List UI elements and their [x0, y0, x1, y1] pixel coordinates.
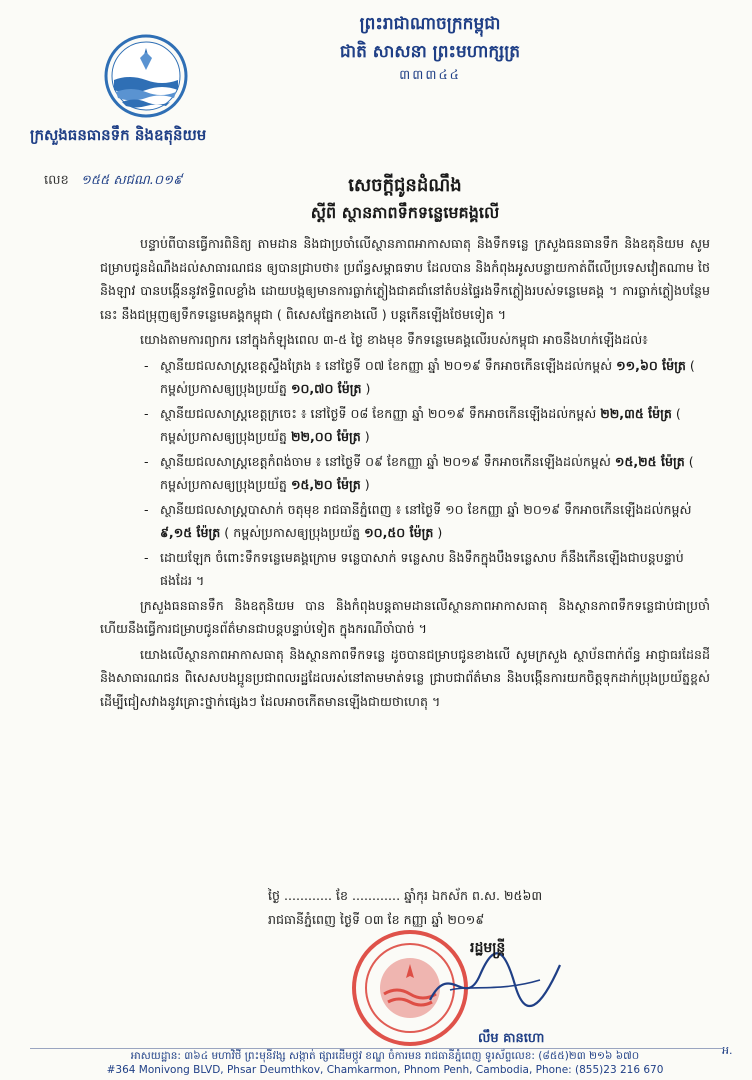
- list-item: - ស្ថានីយជលសាស្ត្របាសាក់ ចតុមុខ រាជធានីភ្នំពេញ ៖ នៅថ្ងៃទី ១០ ខែកញ្ញា ឆ្នាំ ២០១៩ ទឹកអាចកើនឡើងដល់កម្ពស់ ៩,១៥ ម៉ែត្រ ( កម្ពស់ប្រកាសឲ្យប្រុងប្រយ័ត្ន ១០,៥០ ម៉ែត្រ ): [160, 498, 710, 545]
- paragraph-4: យោងលើស្ថានភាពអាកាសធាតុ និងស្ថានភាពទឹកទន្លេ ដូចបានជម្រាបជូនខាងលើ សូមក្រសួង ស្ថាប័នពាក់ព័ន្ធ អាជ្ញាធរដែនដី និងសាធារណជន ពិសេសបងប្អូនប្រជាពលរដ្ឋដែលរស់នៅតាមមាត់ទន្លេ ជ្រាបជាព័ត៌មាន និងបង្កើនការយកចិត្តទុកដាក់ប្រុងប្រយ័ត្នខ្ពស់ ដើម្បីជៀសវាងនូវគ្រោះថ្នាក់ផ្សេងៗ ដែលអាចកើតមានឡើងជាយថាហេតុ ។: [100, 646, 710, 709]
- footer-address-khmer: អាសយដ្ឋាន: ៣៦៤ មហាវិថី ព្រះមុនីវង្ស សង្កាត់ ផ្សារដើមថ្កូវ ខណ្ឌ ចំការមន រាជធានីភ្នំពេញ ទូរស័ព្ទលេខ: (៨៥៥)២៣ ២១៦ ៦៧០: [130, 1050, 640, 1062]
- alert-level: ១៥,២០ ម៉ែត្រ: [290, 477, 361, 492]
- kingdom-title: ព្រះរាជាណាចក្រកម្ពុជា: [359, 14, 501, 34]
- reference-value: ១៥៥ សជណ.០១៩: [80, 173, 183, 188]
- reference-label: លេខ: [44, 173, 69, 188]
- forecast-level: ២២,៣៥ ម៉ែត្រ: [600, 405, 672, 421]
- solar-date: រាជធានីភ្នំពេញ ថ្ងៃទី ០៣ ខែ កញ្ញា ឆ្នាំ ២០១៩: [268, 912, 485, 927]
- forecast-level: ១៥,២៥ ម៉ែត្រ: [614, 453, 685, 469]
- title-line-1: សេចក្តីជូនដំណឹង: [348, 175, 462, 196]
- list-item: - ស្ថានីយជលសាស្ត្រខេត្តក្រចេះ ៖ នៅថ្ងៃទី ០៨ ខែកញ្ញា ឆ្នាំ ២០១៩ ទឹកអាចកើនឡើងដល់កម្ពស់ ២២,៣៥ ម៉ែត្រ ( កម្ពស់ប្រកាសឲ្យប្រុងប្រយ័ត្ន ២២,០០ ម៉ែត្រ ): [160, 402, 710, 449]
- ministry-name: ក្រសួងធនធានទឹក និងឧតុនិយម: [30, 126, 207, 144]
- alert-level: ១០,៧០ ម៉ែត្រ: [290, 381, 362, 396]
- kingdom-header: [270, 10, 590, 86]
- forecast-level: ១១,៦០ ម៉ែត្រ: [616, 357, 686, 373]
- paragraph-1: បន្ទាប់ពីបានធ្វើការពិនិត្យ តាមដាន និងជាប្រចាំលើស្ថានភាពអាកាសធាតុ និងទឹកទន្លេ ក្រសួងធនធានទឹក និងឧតុនិយម សូមជម្រាបជូនដំណឹងដល់សាធារណជន ឲ្យបានជ្រាបថា៖ ប្រព័ន្ធសម្ពាធទាប ដែលបាន និងកំពុងអូសបន្លាយកាត់ពីលើប្រទេសវៀតណាម ថៃ និងឡាវ បានបង្កើននូវឥទ្ធិពលខ្លាំង ដោយបង្កឲ្យមានការធ្លាក់ភ្លៀងជាគជាំនៅតំបន់ផ្ទៃរងទឹកភ្លៀងរបស់ទន្លេមេគង្គ ។ ការធ្លាក់ភ្លៀងបន្ថែមនេះ នឹងជម្រុញឲ្យទឹកទន្លេមេគង្គកម្ពុជា ( ពិសេសផ្នែកខាងលើ ) បន្តកើនឡើងថែមទៀត ។: [100, 236, 710, 322]
- paragraph-2: យោងតាមការព្យាករ នៅក្នុងកំឡុងពេល ៣-៥ ថ្ងៃ ខាងមុខ ទឹកទន្លេមេគង្គលើរបស់កម្ពុជា អាចនឹងហក់ឡើងដល់៖: [140, 332, 648, 347]
- alert-level: ២២,០០ ម៉ែត្រ: [290, 429, 361, 444]
- minister-title: រដ្ឋមន្ត្រី: [470, 940, 506, 956]
- list-item: - ដោយឡែក ចំពោះទឹកទន្លេមេគង្គក្រោម ទន្លេបាសាក់ ទន្លេសាប និងទឹកក្នុងបឹងទន្លេសាប ក៏នឹងកើនឡើងជាបន្តបន្ទាប់ផងដែរ ។: [160, 546, 710, 593]
- title-line-2: ស្តីពី ស្ថានភាពទឹកទន្លេមេគង្គលើ: [310, 203, 500, 222]
- list-item: - ស្ថានីយជលសាស្ត្រខេត្តកំពង់ចាម ៖ នៅថ្ងៃទី ០៩ ខែកញ្ញា ឆ្នាំ ២០១៩ ទឹកអាចកើនឡើងដល់កម្ពស់ ១៥,២៥ ម៉ែត្រ ( កម្ពស់ប្រកាសឲ្យប្រុងប្រយ័ត្ន ១៥,២០ ម៉ែត្រ ): [160, 450, 710, 497]
- reference-number: [44, 172, 182, 191]
- list-item: - ស្ថានីយជលសាស្ត្រខេត្តស្ទឹងត្រែង ៖ នៅថ្ងៃទី ០៧ ខែកញ្ញា ឆ្នាំ ២០១៩ ទឹកអាចកើនឡើងដល់កម្ពស់ ១១,៦០ ម៉ែត្រ ( កម្ពស់ប្រកាសឲ្យប្រុងប្រយ័ត្ន ១០,៧០ ម៉ែត្រ ): [160, 354, 710, 401]
- footer-divider: [30, 1048, 722, 1049]
- lunar-date: ថ្ងៃ ............ ខែ ............ ឆ្នាំកុរ ឯកស័ក ព.ស. ២៥៦៣: [268, 888, 543, 903]
- initial-mark: អ.: [722, 1044, 733, 1057]
- minister-name: លឹម គានហោ: [478, 1031, 545, 1046]
- forecast-list: [100, 354, 710, 593]
- paragraph-3: ក្រសួងធនធានទឹក និងឧតុនិយម បាន និងកំពុងបន្តតាមដានលើស្ថានភាពអាកាសធាតុ និងស្ថានភាពទឹកទន្លេជាប់ជាប្រចាំ ហើយនឹងធ្វើការជម្រាបជូនព័ត៌មានជាបន្តបន្ទាប់ទៀត ក្នុងករណីចាំបាច់ ។: [100, 597, 710, 636]
- header-ornament: ៣៣៣៤៤: [399, 68, 461, 83]
- ministry-logo-icon: [96, 30, 196, 122]
- footer-address-english: #364 Monivong BLVD, Phsar Deumthkov, Chamkarmon, Phnom Penh, Cambodia, Phone: (855)23 216 670: [106, 1064, 664, 1076]
- document-title: [230, 172, 580, 226]
- forecast-level: ៩,១៥ ម៉ែត្រ: [160, 525, 221, 540]
- document-body: [100, 232, 710, 715]
- national-motto: ជាតិ សាសនា ព្រះមហាក្សត្រ: [339, 42, 521, 62]
- alert-level: ១០,៥០ ម៉ែត្រ: [364, 525, 434, 540]
